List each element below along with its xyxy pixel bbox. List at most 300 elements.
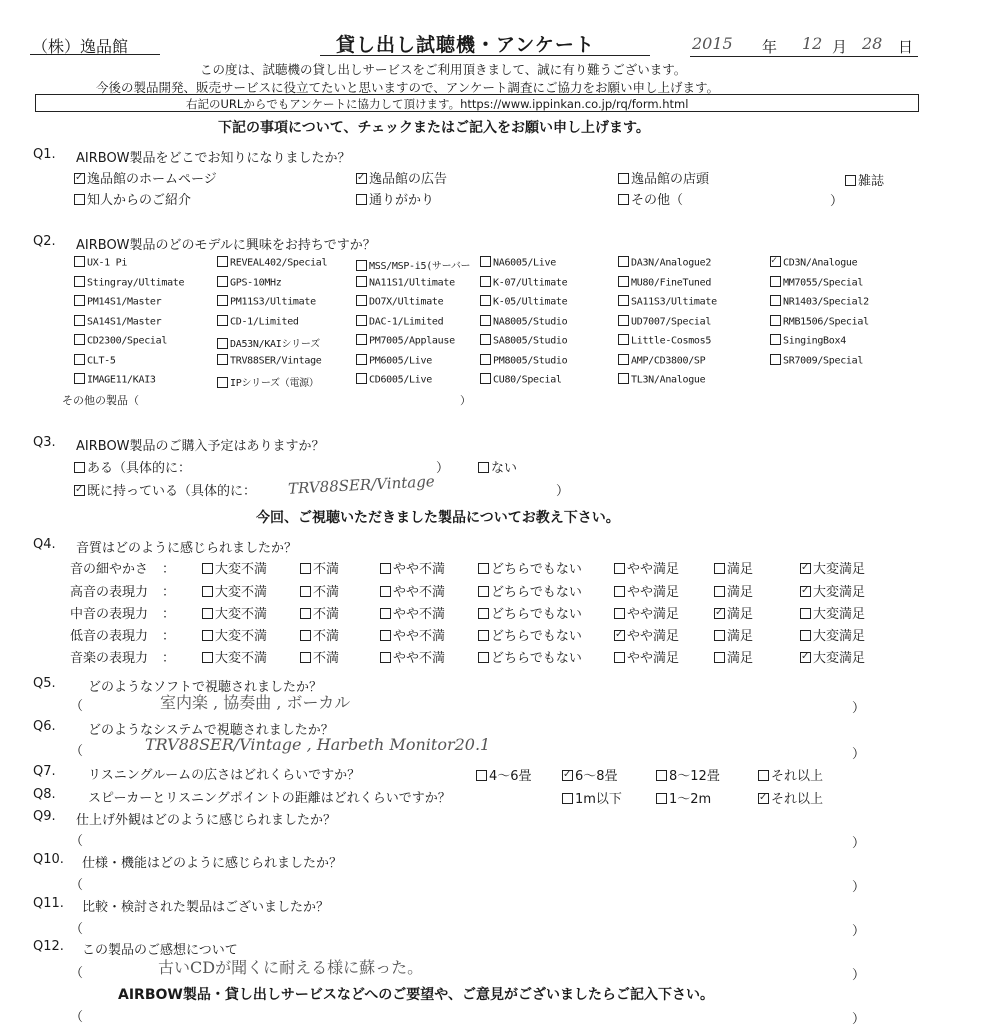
q2-model-option[interactable] [217,296,316,308]
q4-row-label: 高音の表現力 ： [70,585,176,600]
model-label: Little-Cosmos5 [631,335,712,347]
model-label: TRV88SER/Vintage [230,355,322,367]
paren-close: ） [852,924,866,939]
q1-number: Q1. [33,147,56,162]
q1-option[interactable] [845,170,884,189]
q4-rating-option[interactable] [202,647,267,666]
checkbox-icon[interactable] [74,256,85,267]
q3-option-yes[interactable] [74,457,191,476]
rating-label: 大変満足 [813,607,866,622]
checkbox-icon[interactable] [656,770,667,781]
q4-rating-option[interactable] [714,603,753,622]
q4-rating-option[interactable] [800,603,865,622]
model-label: NA8005/Studio [493,316,568,328]
q8-option[interactable] [656,788,711,807]
q4-rating-option[interactable] [478,581,582,600]
checkbox-icon[interactable] [480,256,491,267]
paren-open: （ [70,966,84,981]
q7-option[interactable] [656,765,720,784]
checkbox-icon[interactable] [478,462,489,473]
q2-other-close: ） [460,394,471,407]
checkbox-icon[interactable] [74,354,85,365]
q2-model-option[interactable] [217,277,282,289]
q4-rating-option[interactable] [800,558,865,577]
checkbox-icon[interactable] [217,295,228,306]
q10-number: Q10. [33,852,64,867]
checkbox-icon[interactable] [770,354,781,365]
rating-label: やや不満 [393,629,446,644]
q4-row-label: 中音の表現力 ： [70,607,176,622]
q2-model-option[interactable] [356,355,432,367]
q1-option[interactable] [356,189,434,208]
q4-rating-option[interactable] [714,558,753,577]
model-label: AMP/CD3800/SP [631,355,706,367]
checkbox-icon[interactable] [714,652,725,663]
rating-label: 不満 [313,585,340,600]
q4-rating-option[interactable] [202,603,267,622]
q4-rating-option[interactable] [714,581,753,600]
checkbox-icon[interactable] [845,175,856,186]
option-label: 雑誌 [858,174,885,189]
model-label: UD7007/Special [631,316,712,328]
checkbox-icon[interactable] [618,256,629,267]
q8-number: Q8. [33,787,56,802]
paren-open: （ [70,834,84,849]
checkbox-icon[interactable] [356,334,367,345]
model-label: SA14S1/Master [87,316,162,328]
checkbox-icon[interactable] [562,793,573,804]
q3-subheading: 今回、ご視聴いただきました製品についてお教え下さい。 [256,510,620,526]
checkbox-checked-icon[interactable] [74,485,85,496]
checkbox-icon[interactable] [74,462,85,473]
checkbox-icon[interactable] [480,373,491,384]
q12-answer[interactable]: 古いCDが聞くに耐える様に蘇った。 [158,958,424,977]
checkbox-icon[interactable] [380,630,391,641]
q2-model-option[interactable] [480,257,556,269]
q2-model-option[interactable] [356,257,470,272]
divider [690,56,918,57]
q1-option[interactable] [356,168,447,187]
checkbox-icon[interactable] [217,377,228,388]
checkbox-icon[interactable] [478,630,489,641]
model-label: Stingray/Ultimate [87,277,185,289]
rating-label: 大変不満 [215,629,268,644]
date-year: 2015 [692,34,733,53]
survey-url-text[interactable]: 右記のURLからでもアンケートに協力して頂けます。https://www.ippinkan.co.jp/rq/form.html [186,97,689,111]
checkbox-icon[interactable] [300,608,311,619]
model-label: CD2300/Special [87,335,168,347]
checkbox-checked-icon[interactable] [74,173,85,184]
checkbox-checked-icon[interactable] [800,652,811,663]
q2-question: AIRBOW製品のどのモデルに興味をお持ちですか？ [76,238,376,253]
checkbox-icon[interactable] [614,586,625,597]
q4-rating-option[interactable] [478,603,582,622]
q2-model-option[interactable] [770,277,863,289]
q7-option[interactable] [562,765,618,784]
paren-open: （ [70,699,84,714]
date-day-label: 日 [898,38,914,56]
q2-model-option[interactable] [217,374,319,389]
q6-answer[interactable]: TRV88SER/Vintage , Harbeth Monitor20.1 [145,735,491,754]
q2-model-option[interactable] [74,355,116,367]
checkbox-icon[interactable] [74,276,85,287]
q2-model-option[interactable] [356,277,455,289]
checkbox-icon[interactable] [356,194,367,205]
model-label: PM7005/Applause [369,335,455,347]
rating-label: やや満足 [627,607,680,622]
paren-open: （ [70,922,84,937]
model-label: SA8005/Studio [493,335,568,347]
q2-model-option[interactable] [770,355,863,367]
q4-number: Q4. [33,537,56,552]
checkbox-icon[interactable] [800,608,811,619]
checkbox-icon[interactable] [202,608,213,619]
rating-label: 大変不満 [215,651,268,666]
checkbox-icon[interactable] [770,295,781,306]
q8-option[interactable] [758,788,823,807]
checkbox-icon[interactable] [380,563,391,574]
q4-rating-option[interactable] [800,647,865,666]
q2-model-option[interactable] [480,335,567,347]
model-label: TL3N/Analogue [631,374,706,386]
checkbox-icon[interactable] [478,563,489,574]
rating-label: どちらでもない [491,629,582,644]
q4-rating-option[interactable] [300,558,339,577]
checkbox-icon[interactable] [714,563,725,574]
model-label: CD-1/Limited [230,316,299,328]
date-month-label: 月 [832,38,848,56]
checkbox-checked-icon[interactable] [800,563,811,574]
q2-model-option[interactable] [74,257,127,269]
checkbox-icon[interactable] [480,334,491,345]
checkbox-icon[interactable] [202,563,213,574]
checkbox-icon[interactable] [614,608,625,619]
q3-own-close: ） [556,484,570,499]
checkbox-icon[interactable] [618,373,629,384]
q1-question: AIRBOW製品をどこでお知りになりましたか？ [76,151,351,166]
rating-label: 不満 [313,607,340,622]
q4-rating-option[interactable] [614,625,679,644]
checkbox-icon[interactable] [476,770,487,781]
checkbox-icon[interactable] [74,315,85,326]
q2-model-option[interactable] [356,316,443,328]
q5-answer[interactable]: 室内楽 , 協奏曲 , ボーカル [160,693,351,712]
checkbox-icon[interactable] [714,586,725,597]
rating-label: やや不満 [393,562,446,577]
q4-rating-option[interactable] [800,625,865,644]
checkbox-icon[interactable] [300,652,311,663]
divider [320,55,650,56]
rating-label: やや不満 [393,585,446,600]
checkbox-icon[interactable] [74,373,85,384]
date-month: 12 [802,34,823,53]
checkbox-icon[interactable] [758,770,769,781]
rating-label: 満足 [727,651,754,666]
page-title: 貸し出し試聴機・アンケート [336,34,595,56]
q2-model-option[interactable] [74,335,167,347]
checkbox-icon[interactable] [380,608,391,619]
q1-option[interactable] [618,168,709,187]
checkbox-icon[interactable] [217,315,228,326]
q8-option[interactable] [562,788,622,807]
q2-model-option[interactable] [480,374,562,386]
checkbox-icon[interactable] [714,630,725,641]
q5-number: Q5. [33,676,56,691]
option-label: それ以上 [771,769,824,784]
model-label: PM14S1/Master [87,296,162,308]
q4-rating-option[interactable] [478,647,582,666]
checkbox-icon[interactable] [356,373,367,384]
q4-rating-option[interactable] [478,558,582,577]
q2-model-option[interactable] [356,296,443,308]
paren-close: ） [852,836,866,851]
url-box [35,94,919,112]
q3-number: Q3. [33,435,56,450]
q2-model-option[interactable] [74,374,156,386]
rating-label: どちらでもない [491,585,582,600]
q9-number: Q9. [33,809,56,824]
q4-rating-option[interactable] [800,581,865,600]
q2-model-option[interactable] [770,296,869,308]
model-label: DA3N/Analogue2 [631,257,712,269]
q12-question: この製品のご感想について [82,943,238,958]
checkbox-icon[interactable] [202,586,213,597]
checkbox-icon[interactable] [202,652,213,663]
q4-row-label: 音楽の表現力 ： [70,651,176,666]
model-label: CU80/Special [493,374,562,386]
q2-model-option[interactable] [480,277,567,289]
checkbox-icon[interactable] [217,256,228,267]
q2-model-option[interactable] [770,316,869,328]
q1-option[interactable] [618,189,683,208]
rating-label: やや満足 [627,629,680,644]
checkbox-icon[interactable] [356,276,367,287]
rating-label: 満足 [727,562,754,577]
q11-number: Q11. [33,896,64,911]
q4-rating-option[interactable] [614,603,679,622]
checkbox-icon[interactable] [480,354,491,365]
q4-rating-option[interactable] [380,603,445,622]
checkbox-icon[interactable] [618,334,629,345]
checkbox-icon[interactable] [300,563,311,574]
q2-model-option[interactable] [217,355,322,367]
q3-option-no[interactable] [478,457,517,476]
q2-number: Q2. [33,234,56,249]
q2-model-option[interactable] [618,257,711,269]
q2-model-option[interactable] [480,355,567,367]
paren-close: ） [852,880,866,895]
rating-label: どちらでもない [491,607,582,622]
model-label: PM6005/Live [369,355,432,367]
checkbox-icon[interactable] [74,295,85,306]
checkbox-checked-icon[interactable] [770,256,781,267]
q4-question: 音質はどのように感じられましたか？ [76,541,298,556]
rating-label: 満足 [727,607,754,622]
q4-rating-option[interactable] [202,581,267,600]
checkbox-icon[interactable] [480,315,491,326]
q4-rating-option[interactable] [300,581,339,600]
q7-number: Q7. [33,764,56,779]
q2-model-option[interactable] [770,335,846,347]
checkbox-icon[interactable] [202,630,213,641]
q2-model-option[interactable] [74,277,184,289]
checkbox-icon[interactable] [770,334,781,345]
checkbox-icon[interactable] [614,652,625,663]
checkbox-checked-icon[interactable] [714,608,725,619]
date-day: 28 [862,34,883,53]
q4-rating-option[interactable] [614,647,679,666]
q10-question: 仕様・機能はどのように感じられましたか？ [82,856,343,871]
option-label: 逸品館のホームページ [87,172,217,187]
option-label: 4～6畳 [489,769,532,784]
model-label: GPS-10MHz [230,277,282,289]
model-label: PM8005/Studio [493,355,568,367]
q4-rating-option[interactable] [714,647,753,666]
q4-rating-option[interactable] [202,625,267,644]
checkbox-checked-icon[interactable] [356,173,367,184]
q2-model-option[interactable] [74,316,161,328]
model-label: DO7X/Ultimate [369,296,444,308]
q4-rating-option[interactable] [614,558,679,577]
q4-rating-option[interactable] [202,558,267,577]
rating-label: やや満足 [627,651,680,666]
q4-rating-option[interactable] [300,625,339,644]
checkbox-icon[interactable] [356,295,367,306]
model-label: SA11S3/Ultimate [631,296,717,308]
q2-model-option[interactable] [217,335,320,350]
checkbox-icon[interactable] [380,652,391,663]
rating-label: 満足 [727,629,754,644]
q7-option[interactable] [758,765,823,784]
q2-model-option[interactable] [74,296,161,308]
q1-option[interactable] [74,189,191,208]
q2-model-option[interactable] [618,277,711,289]
q3-option-own[interactable] [74,480,256,499]
closing-request: AIRBOW製品・貸し出しサービスなどへのご要望や、ご意見がございましたらご記入下さい。 [118,987,714,1003]
checkbox-icon[interactable] [356,315,367,326]
rating-label: 大変満足 [813,562,866,577]
date-year-label: 年 [762,38,778,56]
checkbox-icon[interactable] [478,652,489,663]
option-label: それ以上 [771,792,824,807]
model-label: RMB1506/Special [783,316,869,328]
intro-line-2: 今後の製品開発、販売サービスに役立てたいと思いますので、アンケート調査にご協力をお願い申し上げます。 [96,80,720,95]
q4-rating-option[interactable] [380,625,445,644]
checkbox-icon[interactable] [618,354,629,365]
q2-model-option[interactable] [618,296,717,308]
model-label: UX-1 Pi [87,257,128,269]
checkbox-icon[interactable] [618,194,629,205]
rating-label: どちらでもない [491,651,582,666]
model-label: MSS/MSP-i5(サーバー [369,261,471,272]
q4-row-label: 低音の表現力 ： [70,629,176,644]
checkbox-icon[interactable] [478,608,489,619]
q2-model-option[interactable] [480,296,567,308]
checkbox-icon[interactable] [480,295,491,306]
model-label: REVEAL402/Special [230,257,328,269]
rating-label: やや不満 [393,607,446,622]
option-label: 8～12畳 [669,769,720,784]
checkbox-checked-icon[interactable] [614,630,625,641]
option-label: その他（ [631,193,684,208]
q2-model-option[interactable] [618,355,705,367]
checkbox-icon[interactable] [480,276,491,287]
q4-rating-option[interactable] [380,558,445,577]
checkbox-icon[interactable] [300,630,311,641]
option-label: ない [491,461,518,476]
model-label: CD3N/Analogue [783,257,858,269]
model-label: K-05/Ultimate [493,296,568,308]
q12-number: Q12. [33,939,64,954]
checkbox-icon[interactable] [800,630,811,641]
q9-question: 仕上げ外観はどのように感じられましたか？ [76,813,337,828]
q4-rating-option[interactable] [614,581,679,600]
checkbox-checked-icon[interactable] [800,586,811,597]
q2-model-option[interactable] [217,257,327,269]
model-label: SingingBox4 [783,335,846,347]
checkbox-checked-icon[interactable] [758,793,769,804]
checkbox-icon[interactable] [356,260,367,271]
checkbox-icon[interactable] [614,563,625,574]
q2-model-option[interactable] [356,335,455,347]
checkbox-icon[interactable] [770,315,781,326]
rating-label: 大変不満 [215,607,268,622]
q4-rating-option[interactable] [380,647,445,666]
rating-label: やや満足 [627,585,680,600]
q2-other[interactable] [62,392,139,408]
checkbox-checked-icon[interactable] [562,770,573,781]
q4-rating-option[interactable] [714,625,753,644]
checkbox-icon[interactable] [478,586,489,597]
q2-model-option[interactable] [618,374,705,386]
q2-model-option[interactable] [217,316,299,328]
q2-model-option[interactable] [480,316,567,328]
q4-rating-option[interactable] [380,581,445,600]
q1-close-paren: ） [830,194,844,209]
rating-label: 大変満足 [813,585,866,600]
checkbox-icon[interactable] [618,315,629,326]
checkbox-icon[interactable] [770,276,781,287]
checkbox-icon[interactable] [618,295,629,306]
q4-rating-option[interactable] [300,603,339,622]
q2-model-option[interactable] [356,374,432,386]
q2-model-option[interactable] [770,257,857,269]
checkbox-icon[interactable] [300,586,311,597]
model-label: MU80/FineTuned [631,277,712,289]
checkbox-icon[interactable] [356,354,367,365]
q2-model-option[interactable] [618,316,711,328]
checkbox-icon[interactable] [380,586,391,597]
model-label: NA6005/Live [493,257,556,269]
checkbox-icon[interactable] [217,354,228,365]
checkbox-icon[interactable] [618,276,629,287]
option-label: 6～8畳 [575,769,618,784]
q4-rating-option[interactable] [300,647,339,666]
checkbox-icon[interactable] [656,793,667,804]
checkbox-icon[interactable] [217,338,228,349]
divider [30,54,160,55]
q1-option[interactable] [74,168,217,187]
q4-rating-option[interactable] [478,625,582,644]
q3-own-answer[interactable]: TRV88SER/Vintage [287,472,436,498]
q7-option[interactable] [476,765,532,784]
checkbox-icon[interactable] [618,173,629,184]
checkbox-icon[interactable] [74,334,85,345]
rating-label: 大変満足 [813,629,866,644]
checkbox-icon[interactable] [217,276,228,287]
q2-model-option[interactable] [618,335,711,347]
checkbox-icon[interactable] [74,194,85,205]
